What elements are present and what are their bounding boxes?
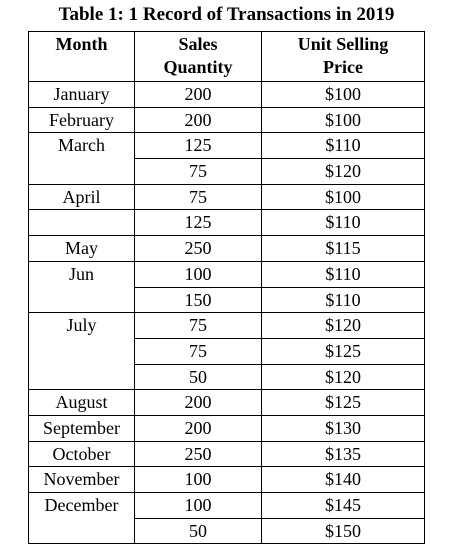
month-cell: October [29,441,135,467]
header-price-line2: Price [323,57,363,77]
header-sales-quantity [135,32,262,82]
table-row [29,493,425,519]
unit-price-cell: $115 [262,236,425,262]
month-cell: March [29,133,135,184]
header-row [29,32,425,82]
table-row [29,261,425,287]
month-cell: December [29,493,135,544]
unit-price-cell: $120 [262,313,425,339]
sales-quantity-cell: 150 [135,287,262,313]
unit-price-cell: $110 [262,133,425,159]
unit-price-cell: $145 [262,493,425,519]
table-title: Table 1: 1 Record of Transactions in 2019 [58,4,395,25]
table-row [29,467,425,493]
sales-quantity-cell: 200 [135,82,262,108]
sales-quantity-cell: 250 [135,441,262,467]
unit-price-cell: $135 [262,441,425,467]
sales-quantity-cell: 200 [135,107,262,133]
sales-quantity-cell: 125 [135,210,262,236]
unit-price-cell: $125 [262,338,425,364]
header-unit-selling-price [262,32,425,82]
month-cell: August [29,390,135,416]
table-row [29,236,425,262]
header-qty-line1: Sales [178,34,218,54]
unit-price-cell: $100 [262,82,425,108]
table-row [29,313,425,339]
sales-quantity-cell: 100 [135,493,262,519]
table-row [29,441,425,467]
table-row [29,107,425,133]
header-price-line1: Unit Selling [297,34,389,54]
unit-price-cell: $110 [262,287,425,313]
sales-quantity-cell: 125 [135,133,262,159]
month-cell: May [29,236,135,262]
unit-price-cell: $130 [262,415,425,441]
sales-quantity-cell: 100 [135,467,262,493]
sales-quantity-cell: 75 [135,184,262,210]
header-qty-line2: Quantity [163,57,233,77]
table-row [29,390,425,416]
sales-quantity-cell: 100 [135,261,262,287]
header-month-label: Month [55,34,108,54]
unit-price-cell: $125 [262,390,425,416]
table-row [29,184,425,210]
unit-price-cell: $120 [262,364,425,390]
sales-quantity-cell: 250 [135,236,262,262]
table-row [29,133,425,159]
month-cell: April [29,184,135,210]
month-cell: Jun [29,261,135,312]
transactions-table [28,31,425,544]
sales-quantity-cell: 75 [135,338,262,364]
unit-price-cell: $150 [262,518,425,544]
month-cell [29,210,135,236]
month-cell: November [29,467,135,493]
sales-quantity-cell: 200 [135,415,262,441]
table-row [29,210,425,236]
sales-quantity-cell: 200 [135,390,262,416]
unit-price-cell: $100 [262,107,425,133]
table-body [29,82,425,544]
month-cell: September [29,415,135,441]
month-cell: July [29,313,135,390]
month-cell: January [29,82,135,108]
month-cell: February [29,107,135,133]
header-month [29,32,135,82]
unit-price-cell: $140 [262,467,425,493]
sales-quantity-cell: 50 [135,518,262,544]
sales-quantity-cell: 75 [135,313,262,339]
table-header [29,32,425,82]
unit-price-cell: $120 [262,159,425,185]
sales-quantity-cell: 50 [135,364,262,390]
table-row [29,415,425,441]
sales-quantity-cell: 75 [135,159,262,185]
unit-price-cell: $110 [262,210,425,236]
unit-price-cell: $110 [262,261,425,287]
table-row [29,82,425,108]
unit-price-cell: $100 [262,184,425,210]
